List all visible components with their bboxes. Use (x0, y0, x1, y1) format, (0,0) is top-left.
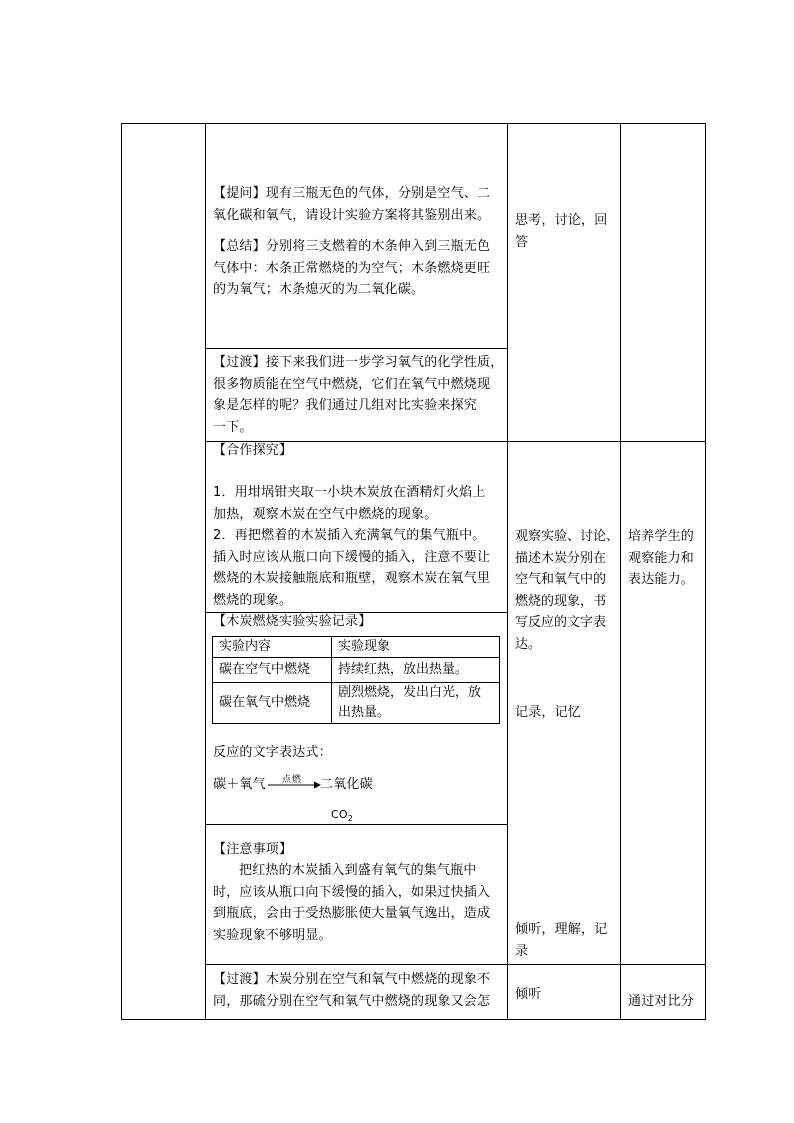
intent-compare: 通过对比分 (628, 994, 695, 1009)
notice-block (213, 860, 490, 946)
table-row (213, 683, 500, 724)
transition1-line-1: 【过渡】接下来我们进一步学习氧气的化学性质， (213, 355, 504, 370)
cooperation-steps (213, 482, 490, 611)
summary-line-2: 气体中：木条正常燃烧的为空气；木条燃烧更旺 (213, 260, 491, 276)
cooperation-heading: 【合作探究】 (213, 443, 293, 458)
record-table (212, 636, 500, 724)
cooperation-line-3: 2．再把燃着的木炭插入充满氧气的集气瓶中。 (213, 528, 486, 543)
question-line-1: 【提问】现有三瓶无色的气体，分别是空气、二 (213, 186, 491, 201)
row2-content: 碳在氧气中燃烧 (213, 683, 332, 724)
cooperation-line-6: 燃烧的现象。 (213, 592, 293, 608)
table-border-left (121, 123, 122, 1020)
transition2-heading: 【过渡】 (213, 972, 266, 987)
student-record: 记录，记忆 (515, 705, 582, 720)
header-content: 实验内容 (213, 637, 332, 658)
column-divider-1 (205, 123, 206, 1020)
row1-phenomenon: 持续红热，放出热量。 (332, 658, 500, 683)
student-observe: 观察实验、讨论、 描述木炭分别在 空气和氧气中的 燃烧的现象，书 写反应的文字表 达。 (515, 529, 620, 652)
cooperation-line-4: 插入时应该从瓶口向下缓慢的插入，注意不要让 (213, 549, 491, 565)
equation-left: 碳＋氧气 (213, 777, 266, 792)
cooperation-line-2: 加热，观察木炭在空气中燃烧的现象。 (213, 506, 438, 522)
question-block (213, 183, 490, 226)
table-border-right (705, 123, 706, 1020)
notice-line-3: 到瓶底，会由于受热膨胀使大量氧气逸出，造成 (213, 906, 491, 921)
cooperation-line-5: 燃烧的木炭接触瓶底和瓶壁，观察木炭在氧气里 (213, 571, 491, 586)
equation-arrow-icon (268, 780, 322, 790)
equation-condition: 点燃 (282, 775, 303, 785)
table-border-bottom (121, 1019, 706, 1020)
column-divider-3 (620, 123, 621, 1020)
transition2-line-2: 同，那硫分别在空气和氧气中燃烧的现象又会怎 (213, 993, 491, 1009)
intent-observe: 培养学生的 观察能力和 表达能力。 (628, 529, 695, 587)
table-row (213, 658, 500, 683)
column-divider-2 (507, 123, 508, 1020)
equation-label: 反应的文字表达式： (213, 745, 332, 760)
transition1-line-2: 很多物质能在空气中燃烧，它们在氧气中燃烧现 (213, 376, 491, 392)
row2-phenomenon: 剧烈燃烧，发出白光，放 出热量。 (332, 683, 500, 724)
cooperation-line-1: 1．用坩埚钳夹取一小块木炭放在酒精灯火焰上 (213, 485, 486, 500)
transition2-line-1: 【过渡】木炭分别在空气和氧气中燃烧的现象不 (213, 972, 491, 987)
row-divider-transition1 (205, 348, 507, 349)
equation-right: 二氧化碳 (320, 777, 373, 792)
summary-line-1: 【总结】分别将三支燃着的木条伸入到三瓶无色 (213, 239, 491, 254)
table-border-top (121, 123, 706, 124)
question-heading: 【提问】 (213, 186, 266, 201)
row1-content: 碳在空气中燃烧 (213, 658, 332, 683)
row-divider-transition2 (205, 964, 706, 965)
formula-subscript: 2 (347, 814, 354, 823)
row-divider-notice (205, 824, 507, 825)
transition1-block (213, 352, 503, 438)
notice-heading: 【注意事项】 (213, 842, 293, 857)
formula-co2 (331, 804, 353, 830)
notice-line-2: 时，应该从瓶口向下缓慢的插入，如果过快插入 (213, 884, 491, 900)
transition1-heading: 【过渡】 (213, 355, 266, 370)
notice-line-1: 把红热的木炭插入到盛有氧气的集气瓶中 (239, 863, 477, 878)
question-line-2: 氧化碳和氧气，请设计实验方案将其鉴别出来。 (213, 207, 491, 223)
summary-block (213, 236, 490, 301)
transition1-line-3: 象是怎样的呢？我们通过几组对比实验来探究 (213, 398, 478, 413)
student-listen-understand: 倾听，理解，记 录 (515, 922, 608, 959)
student-listen: 倾听 (515, 987, 542, 1002)
summary-line-3: 的为氧气；木条熄灭的为二氧化碳。 (213, 282, 425, 297)
table-row (213, 637, 500, 658)
notice-line-4: 实验现象不够明显。 (213, 927, 332, 943)
transition1-line-4: 一下。 (213, 419, 253, 435)
summary-heading: 【总结】 (213, 239, 266, 254)
transition2-block (213, 969, 490, 1012)
student-think: 思考，讨论，回 答 (515, 213, 608, 250)
record-heading: 【木炭燃烧实验实验记录】 (213, 614, 372, 629)
formula-text: CO (331, 808, 348, 821)
header-phenomenon: 实验现象 (332, 637, 500, 658)
